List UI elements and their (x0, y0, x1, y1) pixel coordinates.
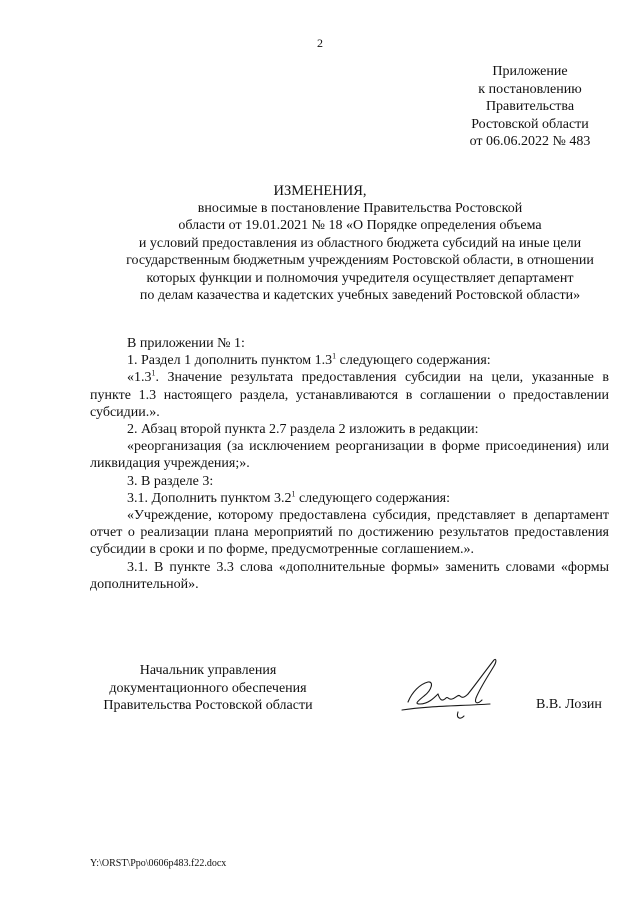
paragraph-item-3: 3. В разделе 3: (127, 473, 214, 489)
signer-title-line: Правительства Ростовской области (103, 698, 313, 713)
document-subtitle (60, 200, 640, 304)
appendix-line: Правительства (485, 99, 575, 114)
text: . Значение результата предоставления субсидии на цели, указанные в пункте 1.3 настоящего раздела, устанавливаются в соглашении о предоставлении субсидии.». (90, 370, 609, 420)
document-title: ИЗМЕНЕНИЯ, (273, 183, 367, 199)
footer-file-path: Y:\ORST\Ppo\0606p483.f22.docx (90, 858, 227, 869)
text: следующего содержания: (336, 353, 491, 369)
appendix-line: Приложение (492, 64, 568, 79)
paragraph-item-3-1 (90, 490, 609, 507)
paragraph-intro: В приложении № 1: (127, 336, 245, 351)
text: «1.3 (127, 370, 152, 386)
subtitle-line: по делам казачества и кадетских учебных заведений Ростовской области» (139, 288, 581, 304)
paragraph-item-2-text: «реорганизация (за исключением реорганизации в форме присоединения) или ликвидация учреждения;». (90, 439, 609, 472)
text: 3.1. Дополнить пунктом 3.2 (127, 490, 292, 506)
subtitle-line: государственным бюджетным учреждениям Ростовской области, в отношении (126, 253, 594, 269)
handwritten-signature (398, 654, 510, 728)
paragraph-item-1 (90, 352, 609, 369)
page-number: 2 (317, 36, 323, 50)
text: следующего содержания: (295, 490, 451, 506)
paragraph-item-3-1-b: 3.1. В пункте 3.3 слова «дополнительные формы» заменить словами «формы дополнительной». (90, 559, 609, 592)
subtitle-line: вносимые в постановление Правительства Ростовской (197, 201, 523, 216)
appendix-line: Ростовской области (471, 116, 589, 132)
text: 1. Раздел 1 дополнить пунктом 1.3 (127, 353, 333, 369)
superscript: 1 (291, 489, 296, 499)
subtitle-line: которых функции и полномочия учредителя осуществляет департамент (146, 270, 574, 286)
superscript: 1 (151, 368, 156, 378)
paragraph-item-3-1-text: «Учреждение, которому предоставлена субсидия, представляет в департамент отчет о реализации плана мероприятий по достижению результатов предоставления субсидии в сроки и по форме, предусмотренные соглашением.». (90, 508, 609, 558)
signer-name: В.В. Лозин (536, 697, 602, 712)
signer-title-line: Начальник управления (139, 663, 277, 678)
signer-title-line: документационного обеспечения (109, 680, 307, 696)
superscript: 1 (332, 351, 337, 361)
signer-title (88, 662, 328, 715)
subtitle-line: и условий предоставления из областного бюджета субсидий на иные цели (138, 235, 582, 251)
paragraph-item-2: 2. Абзац второй пункта 2.7 раздела 2 изложить в редакции: (127, 422, 479, 438)
subtitle-line: области от 19.01.2021 № 18 «О Порядке определения объема (178, 218, 542, 234)
paragraph-item-1-text (90, 369, 609, 421)
appendix-line: к постановлению (478, 81, 582, 97)
document-body (90, 335, 609, 593)
appendix-line: от 06.06.2022 № 483 (469, 134, 591, 149)
appendix-block (430, 63, 630, 151)
